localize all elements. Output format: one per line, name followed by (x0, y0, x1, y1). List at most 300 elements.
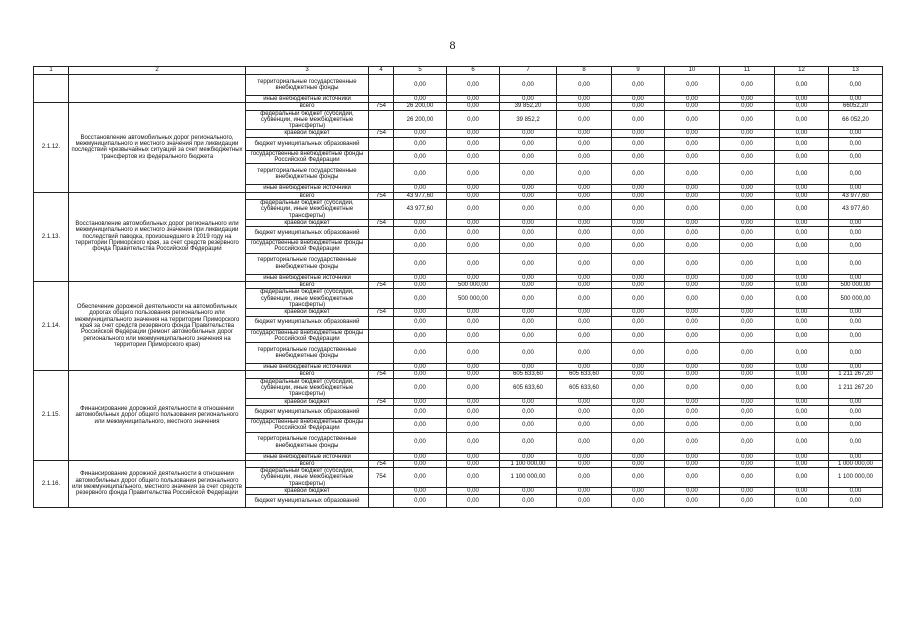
year-value: 0,00 (500, 164, 557, 185)
table-row (34, 282, 883, 289)
grbs-code (369, 487, 394, 494)
year-value: 0,00 (720, 199, 775, 219)
year-value: 0,00 (447, 495, 500, 508)
year-value: 0,00 (447, 240, 500, 254)
year-value: 0,00 (665, 185, 720, 192)
year-value: 0,00 (500, 227, 557, 240)
funding-source: территориальные государственные внебюджетные фонды (246, 432, 369, 453)
year-value: 0,00 (557, 316, 612, 329)
year-value: 0,00 (775, 274, 829, 281)
grbs-code (369, 289, 394, 309)
funding-source: краевой бюджет (246, 398, 369, 405)
year-value: 0,00 (557, 309, 612, 316)
total-value: 500 000,00 (829, 289, 883, 309)
year-value: 0,00 (500, 150, 557, 164)
year-value: 0,00 (665, 289, 720, 309)
year-value: 0,00 (720, 253, 775, 274)
year-value: 0,00 (557, 130, 612, 137)
year-value: 0,00 (720, 468, 775, 488)
funding-source: иные внебюджетные источники (246, 274, 369, 281)
year-value: 0,00 (557, 487, 612, 494)
total-value: 0,00 (829, 329, 883, 343)
year-value: 0,00 (394, 495, 447, 508)
year-value: 0,00 (447, 103, 500, 110)
year-value: 39 852,2 (500, 110, 557, 130)
column-number: 13 (829, 67, 883, 75)
year-value: 0,00 (665, 96, 720, 103)
table-row (34, 371, 883, 378)
total-value: 0,00 (829, 309, 883, 316)
year-value: 0,00 (665, 282, 720, 289)
funding-source: территориальные государственные внебюджетные фонды (246, 253, 369, 274)
year-value: 0,00 (500, 240, 557, 254)
year-value: 0,00 (394, 343, 447, 364)
year-value: 0,00 (612, 468, 665, 488)
grbs-code (369, 364, 394, 371)
year-value: 0,00 (500, 75, 557, 96)
year-value: 0,00 (557, 150, 612, 164)
total-value: 0,00 (829, 343, 883, 364)
column-number: 10 (665, 67, 720, 75)
funding-source: бюджет муниципальных образований (246, 405, 369, 418)
year-value: 0,00 (665, 405, 720, 418)
year-value: 0,00 (720, 329, 775, 343)
year-value: 0,00 (500, 192, 557, 199)
year-value: 0,00 (394, 282, 447, 289)
year-value: 0,00 (394, 364, 447, 371)
year-value: 0,00 (500, 282, 557, 289)
grbs-code (369, 185, 394, 192)
measure-name (69, 75, 246, 103)
year-value: 0,00 (500, 316, 557, 329)
grbs-code (369, 378, 394, 398)
year-value: 43 977,60 (394, 192, 447, 199)
year-value: 0,00 (612, 495, 665, 508)
column-number: 7 (500, 67, 557, 75)
year-value: 0,00 (612, 398, 665, 405)
year-value: 0,00 (612, 432, 665, 453)
year-value: 0,00 (720, 96, 775, 103)
year-value: 0,00 (612, 164, 665, 185)
year-value: 0,00 (447, 227, 500, 240)
funding-source: всего (246, 282, 369, 289)
funding-source: иные внебюджетные источники (246, 185, 369, 192)
grbs-code: 754 (369, 192, 394, 199)
year-value: 0,00 (557, 495, 612, 508)
year-value: 0,00 (775, 309, 829, 316)
funding-source: государственные внебюджетные фонды Российской Федерации (246, 150, 369, 164)
year-value: 0,00 (500, 405, 557, 418)
year-value: 0,00 (775, 103, 829, 110)
year-value: 0,00 (720, 309, 775, 316)
year-value: 0,00 (775, 164, 829, 185)
year-value: 0,00 (394, 398, 447, 405)
year-value: 0,00 (394, 329, 447, 343)
year-value: 0,00 (394, 289, 447, 309)
funding-source: территориальные государственные внебюджетные фонды (246, 75, 369, 96)
total-value: 0,00 (829, 185, 883, 192)
year-value: 0,00 (500, 185, 557, 192)
year-value: 0,00 (665, 253, 720, 274)
year-value: 0,00 (775, 253, 829, 274)
total-value: 1 211 267,20 (829, 378, 883, 398)
year-value: 0,00 (775, 150, 829, 164)
year-value: 0,00 (665, 227, 720, 240)
year-value: 0,00 (447, 378, 500, 398)
year-value: 0,00 (447, 460, 500, 467)
year-value: 0,00 (394, 185, 447, 192)
total-value: 43 977,60 (829, 192, 883, 199)
measure-code: 2.1.16. (34, 460, 69, 507)
year-value: 0,00 (394, 468, 447, 488)
grbs-code (369, 227, 394, 240)
year-value: 0,00 (447, 192, 500, 199)
year-value: 0,00 (775, 282, 829, 289)
grbs-code (369, 240, 394, 254)
year-value: 0,00 (557, 289, 612, 309)
year-value: 0,00 (447, 371, 500, 378)
year-value: 0,00 (500, 418, 557, 432)
year-value: 0,00 (394, 453, 447, 460)
year-value: 0,00 (557, 227, 612, 240)
total-value: 0,00 (829, 418, 883, 432)
funding-source: всего (246, 371, 369, 378)
grbs-code (369, 137, 394, 150)
funding-source: всего (246, 192, 369, 199)
measure-code: 2.1.14. (34, 282, 69, 371)
grbs-code: 754 (369, 219, 394, 226)
year-value: 0,00 (720, 418, 775, 432)
year-value: 0,00 (665, 343, 720, 364)
year-value: 0,00 (557, 274, 612, 281)
year-value: 0,00 (447, 432, 500, 453)
year-value: 0,00 (775, 130, 829, 137)
year-value: 0,00 (394, 137, 447, 150)
year-value: 0,00 (665, 199, 720, 219)
year-value: 0,00 (500, 96, 557, 103)
year-value: 0,00 (720, 398, 775, 405)
year-value: 0,00 (612, 487, 665, 494)
year-value: 0,00 (394, 96, 447, 103)
year-value: 0,00 (665, 453, 720, 460)
grbs-code: 754 (369, 130, 394, 137)
year-value: 0,00 (720, 371, 775, 378)
year-value: 0,00 (720, 487, 775, 494)
year-value: 0,00 (500, 329, 557, 343)
year-value: 0,00 (394, 405, 447, 418)
year-value: 0,00 (500, 219, 557, 226)
total-value: 0,00 (829, 227, 883, 240)
year-value: 0,00 (665, 468, 720, 488)
grbs-code: 754 (369, 468, 394, 488)
year-value: 0,00 (500, 289, 557, 309)
year-value: 0,00 (665, 164, 720, 185)
year-value: 0,00 (394, 378, 447, 398)
total-value: 500 000,00 (829, 282, 883, 289)
grbs-code (369, 274, 394, 281)
year-value: 0,00 (775, 418, 829, 432)
year-value: 0,00 (557, 343, 612, 364)
funding-source: всего (246, 460, 369, 467)
funding-source: федеральный бюджет (субсидии, субвенции, иные межбюджетные трансферты) (246, 378, 369, 398)
column-number: 12 (775, 67, 829, 75)
total-value: 0,00 (829, 253, 883, 274)
year-value: 0,00 (394, 253, 447, 274)
year-value: 0,00 (775, 75, 829, 96)
funding-source: федеральный бюджет (субсидии, субвенции, иные межбюджетные трансферты) (246, 199, 369, 219)
year-value: 0,00 (394, 274, 447, 281)
column-number: 6 (447, 67, 500, 75)
year-value: 0,00 (665, 240, 720, 254)
year-value: 0,00 (720, 164, 775, 185)
budget-table-body (34, 75, 883, 508)
year-value: 0,00 (665, 329, 720, 343)
total-value: 0,00 (829, 96, 883, 103)
year-value: 0,00 (447, 316, 500, 329)
year-value: 0,00 (447, 75, 500, 96)
funding-source: всего (246, 103, 369, 110)
year-value: 0,00 (612, 453, 665, 460)
year-value: 0,00 (447, 110, 500, 130)
year-value: 0,00 (394, 150, 447, 164)
column-number: 4 (369, 67, 394, 75)
column-number-row (34, 67, 883, 75)
measure-code: 2.1.12. (34, 103, 69, 192)
grbs-code: 754 (369, 309, 394, 316)
column-number: 3 (246, 67, 369, 75)
funding-source: иные внебюджетные источники (246, 453, 369, 460)
total-value: 66 052,20 (829, 110, 883, 130)
year-value: 0,00 (775, 96, 829, 103)
year-value: 0,00 (557, 110, 612, 130)
year-value: 0,00 (557, 364, 612, 371)
year-value: 0,00 (720, 343, 775, 364)
year-value: 0,00 (447, 137, 500, 150)
grbs-code (369, 343, 394, 364)
year-value: 43 977,60 (394, 199, 447, 219)
year-value: 0,00 (447, 343, 500, 364)
year-value: 0,00 (612, 460, 665, 467)
year-value: 0,00 (612, 110, 665, 130)
funding-source: государственные внебюджетные фонды Российской Федерации (246, 329, 369, 343)
year-value: 0,00 (775, 199, 829, 219)
grbs-code (369, 453, 394, 460)
year-value: 0,00 (665, 487, 720, 494)
year-value: 0,00 (665, 192, 720, 199)
year-value: 0,00 (394, 227, 447, 240)
grbs-code (369, 164, 394, 185)
grbs-code (369, 150, 394, 164)
year-value: 0,00 (775, 378, 829, 398)
year-value: 0,00 (665, 364, 720, 371)
year-value: 0,00 (775, 343, 829, 364)
total-value: 0,00 (829, 130, 883, 137)
year-value: 0,00 (447, 164, 500, 185)
measure-name: Восстановление автомобильных дорог регионального или межмуниципального и местного значения при ликвидации последствий паводка, произошедшего в 2019 году на территории Приморского края, за счет средств резервного фонда Правительства Российской Федерации (69, 192, 246, 281)
year-value: 0,00 (500, 343, 557, 364)
funding-source: иные внебюджетные источники (246, 96, 369, 103)
grbs-code: 754 (369, 371, 394, 378)
year-value: 0,00 (775, 289, 829, 309)
year-value: 0,00 (775, 185, 829, 192)
table-row (34, 103, 883, 110)
year-value: 0,00 (720, 227, 775, 240)
year-value: 0,00 (557, 185, 612, 192)
year-value: 0,00 (447, 364, 500, 371)
year-value: 0,00 (500, 487, 557, 494)
grbs-code: 754 (369, 398, 394, 405)
year-value: 500 000,00 (447, 289, 500, 309)
year-value: 0,00 (447, 199, 500, 219)
year-value: 0,00 (394, 130, 447, 137)
total-value: 1 100 000,00 (829, 468, 883, 488)
year-value: 0,00 (612, 75, 665, 96)
year-value: 0,00 (612, 418, 665, 432)
year-value: 0,00 (665, 110, 720, 130)
year-value: 0,00 (612, 137, 665, 150)
year-value: 0,00 (720, 130, 775, 137)
year-value: 0,00 (557, 405, 612, 418)
year-value: 0,00 (720, 274, 775, 281)
year-value: 0,00 (775, 453, 829, 460)
funding-source: федеральный бюджет (субсидии, субвенции, иные межбюджетные трансферты) (246, 110, 369, 130)
year-value: 0,00 (720, 289, 775, 309)
total-value: 0,00 (829, 150, 883, 164)
year-value: 0,00 (612, 219, 665, 226)
year-value: 0,00 (447, 219, 500, 226)
year-value: 0,00 (775, 371, 829, 378)
year-value: 0,00 (394, 75, 447, 96)
year-value: 0,00 (612, 96, 665, 103)
year-value: 0,00 (612, 274, 665, 281)
total-value: 0,00 (829, 487, 883, 494)
grbs-code (369, 199, 394, 219)
year-value: 0,00 (557, 103, 612, 110)
year-value: 0,00 (557, 253, 612, 274)
funding-source: бюджет муниципальных образований (246, 227, 369, 240)
year-value: 0,00 (775, 329, 829, 343)
year-value: 0,00 (394, 309, 447, 316)
year-value: 0,00 (665, 130, 720, 137)
year-value: 500 000,00 (447, 282, 500, 289)
year-value: 0,00 (612, 185, 665, 192)
year-value: 0,00 (665, 316, 720, 329)
year-value: 0,00 (775, 398, 829, 405)
year-value: 0,00 (557, 398, 612, 405)
year-value: 0,00 (612, 329, 665, 343)
year-value: 0,00 (447, 418, 500, 432)
year-value: 0,00 (500, 453, 557, 460)
year-value: 0,00 (557, 240, 612, 254)
year-value: 0,00 (447, 150, 500, 164)
funding-source: государственные внебюджетные фонды Российской Федерации (246, 418, 369, 432)
total-value: 66052,20 (829, 103, 883, 110)
grbs-code (369, 253, 394, 274)
year-value: 0,00 (720, 316, 775, 329)
column-number: 9 (612, 67, 665, 75)
total-value: 0,00 (829, 364, 883, 371)
year-value: 0,00 (447, 468, 500, 488)
total-value: 0,00 (829, 453, 883, 460)
year-value: 0,00 (612, 103, 665, 110)
year-value: 0,00 (775, 110, 829, 130)
funding-source: федеральный бюджет (субсидии, субвенции, иные межбюджетные трансферты) (246, 468, 369, 488)
page-number: 8 (449, 38, 456, 52)
year-value: 0,00 (500, 137, 557, 150)
year-value: 0,00 (447, 130, 500, 137)
year-value: 0,00 (720, 240, 775, 254)
year-value: 0,00 (720, 75, 775, 96)
year-value: 0,00 (394, 219, 447, 226)
total-value: 0,00 (829, 164, 883, 185)
year-value: 0,00 (720, 219, 775, 226)
year-value: 0,00 (775, 468, 829, 488)
year-value: 0,00 (557, 432, 612, 453)
column-number: 2 (69, 67, 246, 75)
year-value: 0,00 (612, 343, 665, 364)
funding-source: краевой бюджет (246, 487, 369, 494)
total-value: 0,00 (829, 75, 883, 96)
measure-code: 2.1.13. (34, 192, 69, 281)
year-value: 0,00 (612, 253, 665, 274)
measure-name: Финансирование дорожной деятельности в отношении автомобильных дорог общего пользования регионального или межмуниципального, местного значения за счет средств резервного фонда Правительства Российской Федерации (69, 460, 246, 507)
year-value: 0,00 (612, 240, 665, 254)
year-value: 0,00 (394, 418, 447, 432)
year-value: 0,00 (447, 185, 500, 192)
year-value: 0,00 (720, 282, 775, 289)
year-value: 0,00 (500, 495, 557, 508)
year-value: 0,00 (775, 460, 829, 467)
funding-source: государственные внебюджетные фонды Российской Федерации (246, 240, 369, 254)
year-value: 0,00 (612, 316, 665, 329)
year-value: 0,00 (665, 398, 720, 405)
grbs-code (369, 495, 394, 508)
table-row (34, 460, 883, 467)
year-value: 0,00 (500, 274, 557, 281)
year-value: 605 633,60 (557, 378, 612, 398)
year-value: 0,00 (775, 364, 829, 371)
year-value: 0,00 (557, 460, 612, 467)
year-value: 0,00 (720, 364, 775, 371)
year-value: 0,00 (557, 453, 612, 460)
year-value: 0,00 (447, 274, 500, 281)
year-value: 0,00 (775, 137, 829, 150)
total-value: 1 211 267,20 (829, 371, 883, 378)
grbs-code: 754 (369, 103, 394, 110)
total-value: 0,00 (829, 274, 883, 281)
year-value: 0,00 (612, 199, 665, 219)
year-value: 0,00 (447, 253, 500, 274)
year-value: 0,00 (665, 432, 720, 453)
year-value: 605 633,60 (557, 371, 612, 378)
total-value: 0,00 (829, 405, 883, 418)
funding-source: краевой бюджет (246, 130, 369, 137)
year-value: 0,00 (775, 405, 829, 418)
year-value: 0,00 (665, 309, 720, 316)
grbs-code: 754 (369, 460, 394, 467)
year-value: 0,00 (720, 103, 775, 110)
grbs-code (369, 75, 394, 96)
year-value: 0,00 (665, 371, 720, 378)
year-value: 0,00 (500, 253, 557, 274)
year-value: 0,00 (665, 75, 720, 96)
year-value: 605 633,60 (500, 378, 557, 398)
measure-name: Восстановление автомобильных дорог регионального, межмуниципального и местного значения при ликвидации последствий чрезвычайных ситуаций за счет межбюджетных трансфертов из федерального бюджета (69, 103, 246, 192)
year-value: 0,00 (665, 150, 720, 164)
funding-source: территориальные государственные внебюджетные фонды (246, 164, 369, 185)
year-value: 0,00 (775, 495, 829, 508)
year-value: 0,00 (557, 219, 612, 226)
